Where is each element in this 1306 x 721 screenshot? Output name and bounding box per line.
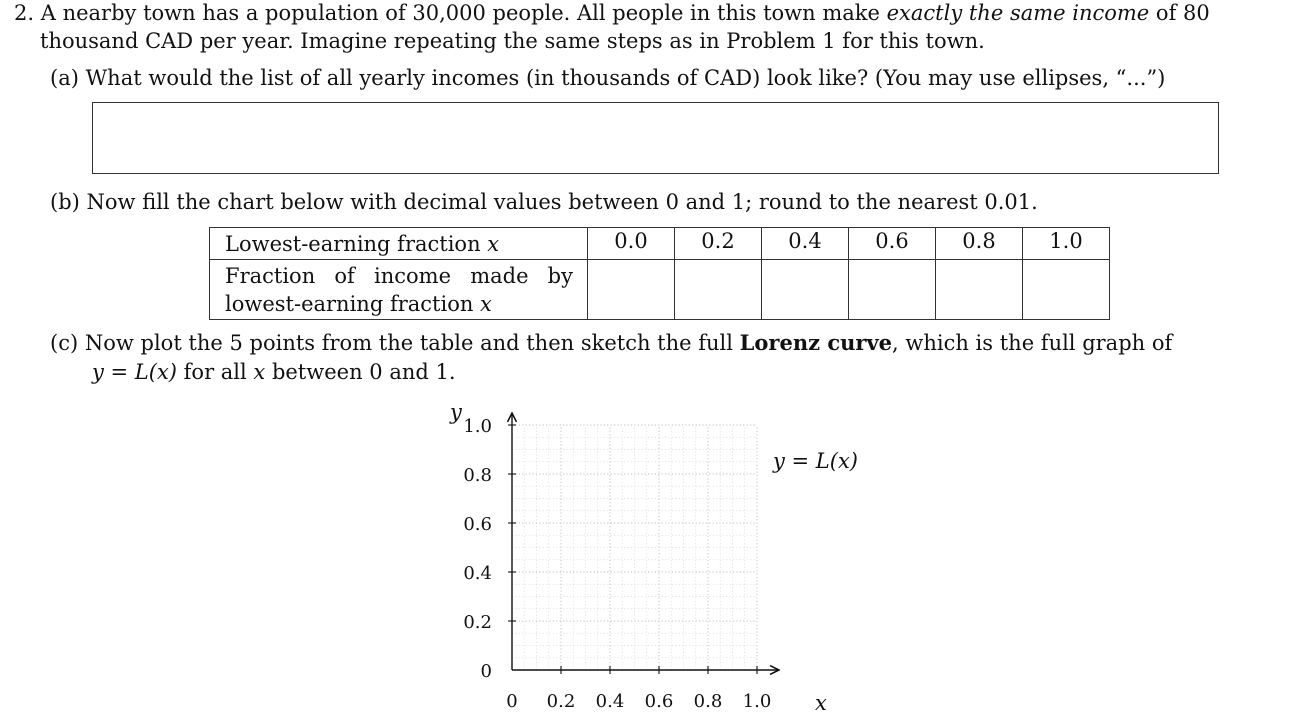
plot-grid xyxy=(512,425,757,670)
part-c-math: y = L(x) xyxy=(92,360,177,384)
part-a-question xyxy=(50,65,1165,91)
part-c-var: x xyxy=(253,360,266,384)
problem-statement-line2: thousand CAD per year. Imagine repeating the same steps as in Problem 1 for this town. xyxy=(40,29,985,53)
row2-label-cell xyxy=(210,260,588,320)
table-row-income xyxy=(210,260,1110,320)
part-c-line2-a: for all xyxy=(176,360,254,384)
row2-label-line2 xyxy=(225,290,587,318)
part-a-text: What would the list of all yearly incomes (in thousands of CAD) look like? (You may use ellipses, “...”) xyxy=(85,66,1166,90)
y-tick-label: 1.0 xyxy=(463,416,492,437)
plot-ticks xyxy=(463,416,771,712)
x-tick-label: 0.8 xyxy=(693,691,723,712)
answer-cell[interactable] xyxy=(1023,260,1110,320)
problem-text-a: A nearby town has a population of 30,000 people. All people in this town make xyxy=(40,1,887,25)
row2-label-text: lowest-earning fraction xyxy=(225,291,481,316)
x-tick-label: 0.2 xyxy=(546,691,576,712)
x-value-cell: 0.4 xyxy=(762,228,849,260)
part-a-label: (a) xyxy=(50,66,79,90)
x-tick-label: 0.6 xyxy=(644,691,674,712)
x-tick-label: 0 xyxy=(506,691,518,712)
y-tick-label: 0.8 xyxy=(463,465,492,486)
problem-number: 2. xyxy=(14,1,35,25)
plot-labels xyxy=(449,400,858,715)
answer-cell[interactable] xyxy=(849,260,936,320)
plot-axes xyxy=(512,413,779,670)
problem-statement-line1 xyxy=(14,0,1210,26)
answer-cell[interactable] xyxy=(675,260,762,320)
y-axis-label: y xyxy=(450,400,462,424)
part-b-label: (b) xyxy=(50,190,80,214)
answer-cell[interactable] xyxy=(588,260,675,320)
part-c-label: (c) xyxy=(50,331,79,355)
x-tick-label: 1.0 xyxy=(742,691,772,712)
row1-label-cell xyxy=(210,228,588,260)
x-value-cell: 0.6 xyxy=(849,228,936,260)
row1-var: x xyxy=(487,231,500,256)
part-b-text: Now fill the chart below with decimal values between 0 and 1; round to the nearest 0.01. xyxy=(86,190,1038,214)
answer-cell[interactable] xyxy=(936,260,1023,320)
fraction-table xyxy=(209,227,1110,320)
x-tick-label: 0.4 xyxy=(595,691,625,712)
x-value-cell: 0.8 xyxy=(936,228,1023,260)
row2-var: x xyxy=(480,291,492,316)
curve-label: y = L(x) xyxy=(773,449,858,473)
part-b-question xyxy=(50,189,1038,215)
x-value-cell: 0.2 xyxy=(675,228,762,260)
lorenz-plot[interactable] xyxy=(420,395,900,721)
part-c-line2-b: between 0 and 1. xyxy=(265,360,456,384)
problem-text-b: of 80 xyxy=(1149,1,1210,25)
x-value-cell: 1.0 xyxy=(1023,228,1110,260)
row2-label-line1: Fraction of income made by xyxy=(225,263,573,288)
y-tick-label: 0.6 xyxy=(463,514,492,535)
x-axis-label: x xyxy=(815,691,827,715)
part-a-answer-box[interactable] xyxy=(92,102,1219,174)
part-c-question-line1 xyxy=(50,330,1172,356)
part-c-question-line2 xyxy=(92,359,456,385)
y-tick-label: 0 xyxy=(480,661,492,682)
table-row-fraction xyxy=(210,228,1110,260)
part-c-text-a: Now plot the 5 points from the table and then sketch the full xyxy=(84,331,740,355)
row1-label: Lowest-earning fraction xyxy=(225,231,488,256)
y-tick-label: 0.4 xyxy=(463,563,492,584)
problem-text-emphasis: exactly the same income xyxy=(886,1,1150,25)
x-value-cell: 0.0 xyxy=(588,228,675,260)
y-tick-label: 0.2 xyxy=(463,612,492,633)
answer-cell[interactable] xyxy=(762,260,849,320)
part-c-text-b: , which is the full graph of xyxy=(892,331,1173,355)
part-c-text-bold: Lorenz curve xyxy=(739,330,893,355)
